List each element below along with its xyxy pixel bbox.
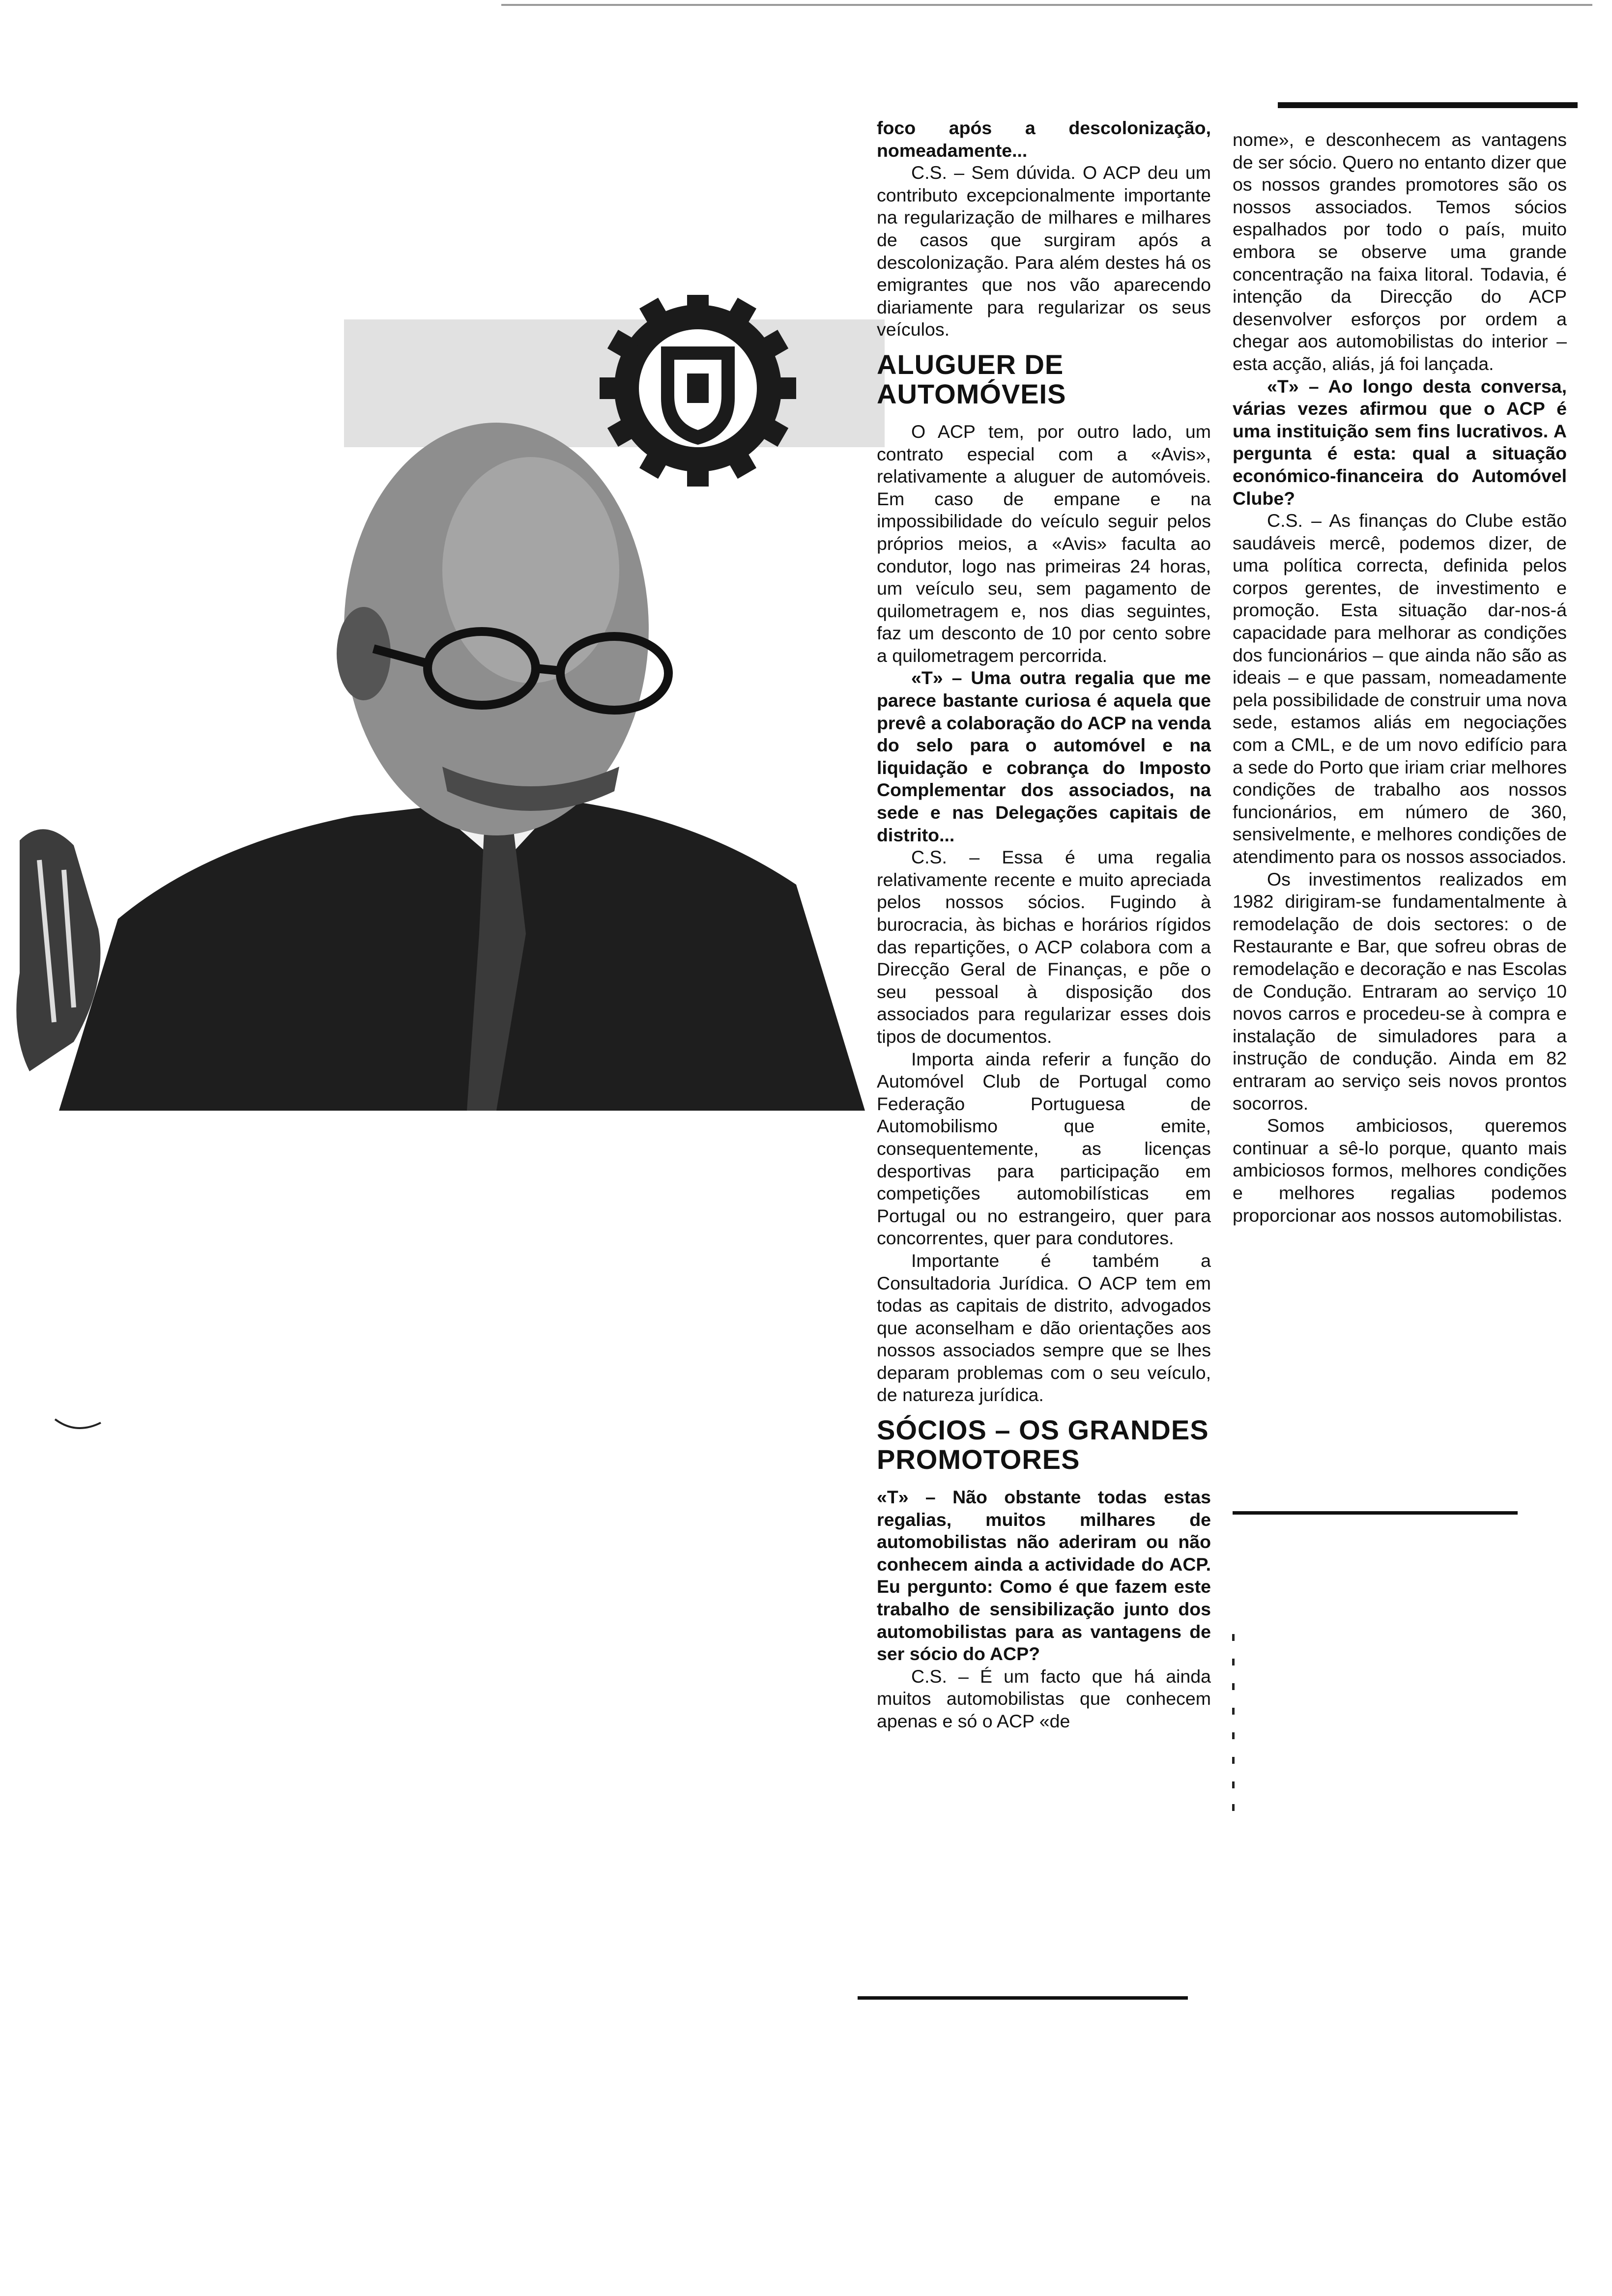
section-heading-aluguer: ALUGUER DE AUTOMÓVEIS [877,348,1066,409]
body-paragraph: Importa ainda referir a função do Automóvel Club de Portugal como Federação Portuguesa de Automobilismo que emite, consequentemente, as licenças desportivas para participação em competições automobilísticas em Portugal ou no estrangeiro, quer para concorrentes, quer para condutores. [877,1048,1211,1249]
answer-paragraph: C.S. – Sem dúvida. O ACP deu um contributo excepcionalmente importante na regularização de milhares e milhares de casos que surgiram após a descolonização. Para além destes há os emigrantes que nos vão aparecendo diariamente para regularizar os seus veículos. [877,162,1211,340]
article-column-right [1233,129,1567,1227]
question-paragraph: «T» – Uma outra regalia que me parece bastante curiosa é aquela que prevê a colaboração do ACP na venda do selo para o automóvel e na liquidação e cobrança do Imposto Complementar dos associados, na sede e nas Delegações capitais de distrito... [877,667,1211,845]
suit [59,796,865,1111]
answer-paragraph: C.S. – Essa é uma regalia relativamente recente e muito apreciada pelos nossos sócios. Fugindo à burocracia, às bichas e horários rígidos das repartições, o ACP colabora com a Direcção Geral de Finanças, e põe o seu pessoal à disposição dos associados para regularizar esses dois tipos de documentos. [877,847,1211,1047]
question-paragraph: «T» – Não obstante todas estas regalias, muitos milhares de automobilistas não aderiram ou não conhecem ainda a actividade do ACP. Eu pergunto: Como é que fazem este trabalho de sensibilização junto dos automobilistas para as vantagens de ser sócio do ACP? [877,1487,1211,1665]
question-paragraph: foco após a descolonização, nomeadamente... [877,117,1211,161]
body-paragraph: Somos ambiciosos, queremos continuar a sê-lo porque, quanto mais ambiciosos formos, melhores condições e melhores regalias podemos proporcionar aos nossos automobilistas. [1233,1115,1567,1226]
article-column-middle [877,117,1211,1733]
column-end-rule [1233,1511,1518,1515]
section-heading-socios: SÓCIOS – OS GRANDES PROMOTORES [877,1414,1209,1475]
body-paragraph: nome», e desconhecem as vantagens de ser sócio. Quero no entanto dizer que os nossos grandes promotores são os nossos associados. Temos sócios espalhados por todo o país, muito embora se observe uma grande concentração na faixa litoral. Todavia, é intenção da Direcção do ACP desenvolver esforços por ordem a chegar aos automobilistas do interior – esta acção, aliás, já foi lançada. [1233,129,1567,374]
interviewee-photo [0,295,885,1111]
top-rule [501,4,1592,6]
body-paragraph: Os investimentos realizados em 1982 dirigiram-se fundamentalmente à remodelação de dois sectores: o de Restaurante e Bar, que sofreu obras de remodelação e decoração e nas Escolas de Condução. Entraram ao serviço 10 novos carros e procedeu-se à compra e instalação de simuladores para a instrução de condução. Ainda em 82 entraram ao serviço seis novos prontos socorros. [1233,868,1567,1114]
column-dash-marks [1231,1634,1236,1811]
body-paragraph: O ACP tem, por outro lado, um contrato especial com a «Avis», relativamente a aluguer de automóveis. Em caso de empane e na impossibilidade do veículo seguir pelos próprios meios, a «Avis» faculta ao condutor, logo nas primeiras 24 horas, um veículo seu, sem pagamento de quilometragem e, nos dias seguintes, faz um desconto de 10 por cento sobre a quilometragem percorrida. [877,421,1211,666]
question-paragraph: «T» – Ao longo desta conversa, várias vezes afirmou que o ACP é uma instituição sem fins lucrativos. A pergunta é esta: qual a situação económico-financeira do Automóvel Clube? [1233,375,1567,509]
answer-paragraph: C.S. – É um facto que há ainda muitos automobilistas que conhecem apenas e só o ACP «de [877,1665,1211,1731]
scan-mark [54,1415,103,1435]
column-top-rule [1278,102,1578,108]
body-paragraph: Importante é também a Consultadoria Jurídica. O ACP tem em todas as capitais de distrito, advogados que aconselham e dão orientações aos nossos associados sempre que se lhes deparam problemas com o seu veículo, de natureza jurídica. [877,1250,1211,1406]
article-end-rule [858,1996,1188,2000]
answer-paragraph: C.S. – As finanças do Clube estão saudáveis mercê, podemos dizer, de uma política correcta, definida pelos corpos gerentes, de investimento e promoção. Esta situação dar-nos-á capacidade para melhorar as condições dos funcionários – que ainda não são as ideais – e que passam, nomeadamente pela possibilidade de construir uma nova sede, estamos aliás em negociações com a CML, e de um novo edifício para a sede do Porto que iriam criar melhores condições de trabalho aos nossos funcionários, em número de 360, sensivelmente, e melhores condições de atendimento para os nossos associados. [1233,510,1567,867]
